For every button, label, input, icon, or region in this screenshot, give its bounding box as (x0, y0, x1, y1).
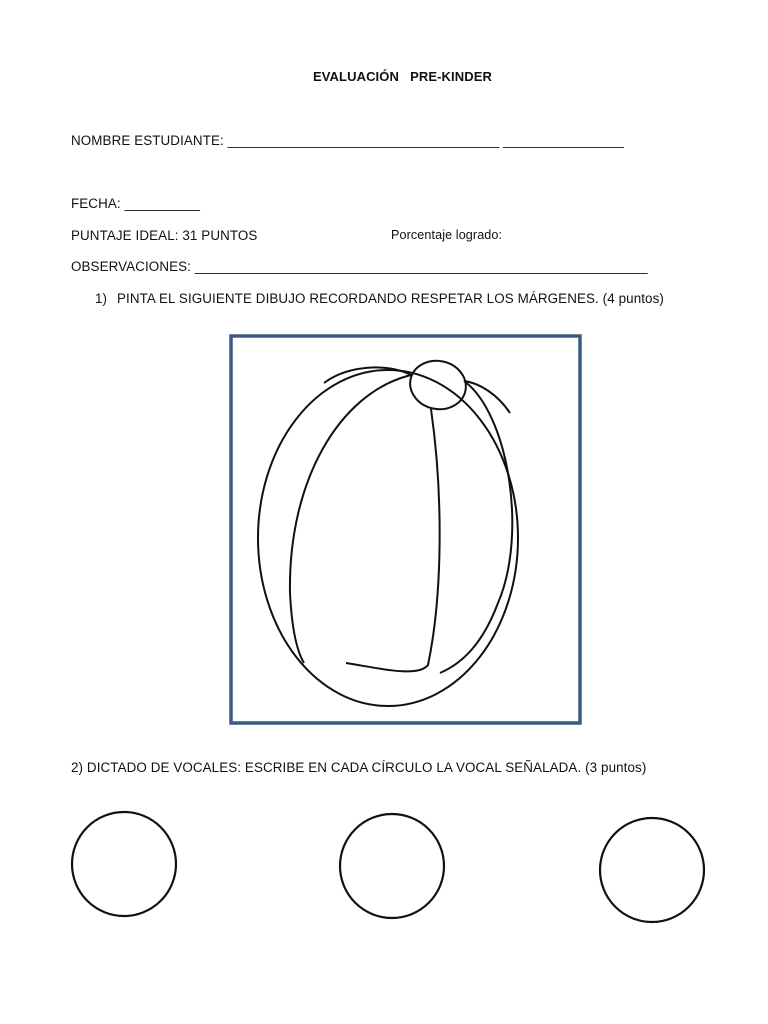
observations-line: OBSERVACIONES: ____________________________________________________________ (71, 259, 648, 274)
drawing-frame (228, 333, 584, 727)
vowel-circle-icon (72, 812, 176, 916)
question-2-text: 2) DICTADO DE VOCALES: ESCRIBE EN CADA CÍRCULO LA VOCAL SEÑALADA. (3 puntos) (71, 760, 647, 775)
percentage-label: Porcentaje logrado: (391, 228, 503, 242)
student-name-line: NOMBRE ESTUDIANTE: ____________________________________ ________________ (71, 133, 624, 148)
vowel-circle-icon (340, 814, 444, 918)
date-line: FECHA: __________ (71, 196, 200, 211)
page-title: EVALUACIÓN PRE-KINDER (312, 69, 492, 84)
question-1-number: 1) (95, 291, 108, 306)
beach-ball-icon (258, 356, 518, 706)
vowel-circle-1[interactable] (68, 808, 180, 920)
question-1-text: PINTA EL SIGUIENTE DIBUJO RECORDANDO RESPETAR LOS MÁRGENES. (4 puntos) (117, 291, 664, 306)
ideal-score-line: PUNTAJE IDEAL: 31 PUNTOS (71, 228, 258, 243)
vowel-circle-2[interactable] (336, 810, 448, 922)
vowel-circle-icon (600, 818, 704, 922)
vowel-circle-3[interactable] (596, 814, 708, 926)
